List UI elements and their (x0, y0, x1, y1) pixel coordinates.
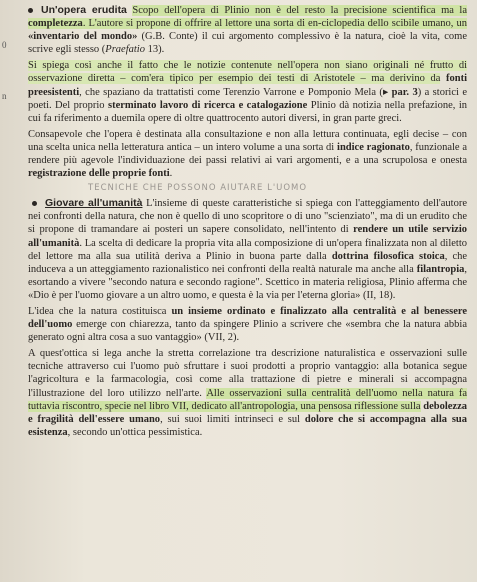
section-title: Giovare all'umanità (45, 197, 143, 210)
section-1-paragraph-1: Un'opera erudita Scopo dell'opera di Plinio non è del resto la precisione scientifica ma la completezza. L'autore si propone di offrire al lettore una sorta di en-ciclopedia dello scibile umano, un «inventario del mondo» (G.B. Conte) il cui argomento complessivo è la natura, cioè la vita, come scrive egli stesso (Praefatio 13). (28, 4, 467, 56)
section-2-paragraph-3: A quest'ottica si lega anche la stretta correlazione tra descrizione naturalistica e osservazioni sulle tecniche attraverso cui l'uomo può sfruttare i suoi prodotti a proprio vantaggio: alla botanica segue l'agricoltura e la farmacologia, così come alla trattazione di pietre e minerali si accompagna l'illustrazione del loro utilizzo nell'arte. Alle osservazioni sulla centralità dell'uomo nella natura fa tuttavia riscontro, specie nel libro VII, dedicato all'antropologia, una pensosa riflessione sulla debolezza e fragilità dell'essere umano, sui suoi limiti intrinseci e sul dolore che si accompagna alla sua esistenza, secondo un'ottica pessimistica. (28, 348, 468, 438)
bullet-icon (32, 201, 37, 206)
section-1-paragraph-3: Consapevole che l'opera è destinata alla consultazione e non alla lettura continuata, egli decise – con una scelta unica nella letteratura antica – un intero volume a una sorta di indice ragionato, funzionale a rendere più agevole l'individuazione dei passi relativi ai vari argomenti, e a una scrupolosa e onesta registrazione delle proprie fonti. (28, 128, 468, 180)
section-title: Un'opera erudita (41, 4, 127, 16)
margin-mark: n (2, 91, 7, 101)
section-1-paragraph-2: Si spiega così anche il fatto che le notizie contenute nell'opera non siano originali né frutto di osservazione diretta – com'era tipico per esempio dei testi di Aristotele – ma derivino da fonti preesistenti, che spaziano da trattatisti come Terenzio Varrone e Pomponio Mela (▸ par. 3) a storici e poeti. Del proprio sterminato lavoro di ricerca e catalogazione Plinio dà notizia nella prefazione, in cui fa riferimento a duemila opere di oltre quattrocento autori diversi, in gran parte greci. (28, 60, 468, 124)
section-2-paragraph-1: Giovare all'umanità L'insieme di queste caratteristiche si spiega con l'atteggiamento dell'autore nei confronti della natura, che non è quello di uno scopritore o di uno "scienziato", ma di un erudito che si propone di tramandare ai posteri un sapere consolidato, nell'intento di rendere un utile servizio all'umanità. La scelta di dedicare la propria vita alla composizione di un'opera finalizzata non al diletto del lettore ma alla sua utilità deriva a Plinio in buona parte dalla dottrina filosofica stoica, che induceva a un atteggiamento razionalistico nei confronti della realtà naturale ma anche alla filantropia, esortando a vivere "secondo natura e secondo ragione". Scettico in materia religiosa, Plinio afferma che «Dio è per l'uomo giovare a un altro uomo, e questa è la via per l'eterna gloria» (II, 18). (28, 197, 468, 301)
handwritten-note: TECNICHE CHE POSSONO AIUTARE L'UOMO (88, 183, 308, 194)
margin-mark: 0 (2, 40, 7, 50)
section-2-paragraph-2: L'idea che la natura costituisca un insieme ordinato e finalizzato alla centralità e al benessere dell'uomo emerge con chiarezza, tanto da spingere Plinio a scrivere che «sembra che la natura abbia generato ogni altra cosa a suo vantaggio» (VII, 2). (28, 305, 467, 344)
bullet-icon (28, 8, 33, 13)
